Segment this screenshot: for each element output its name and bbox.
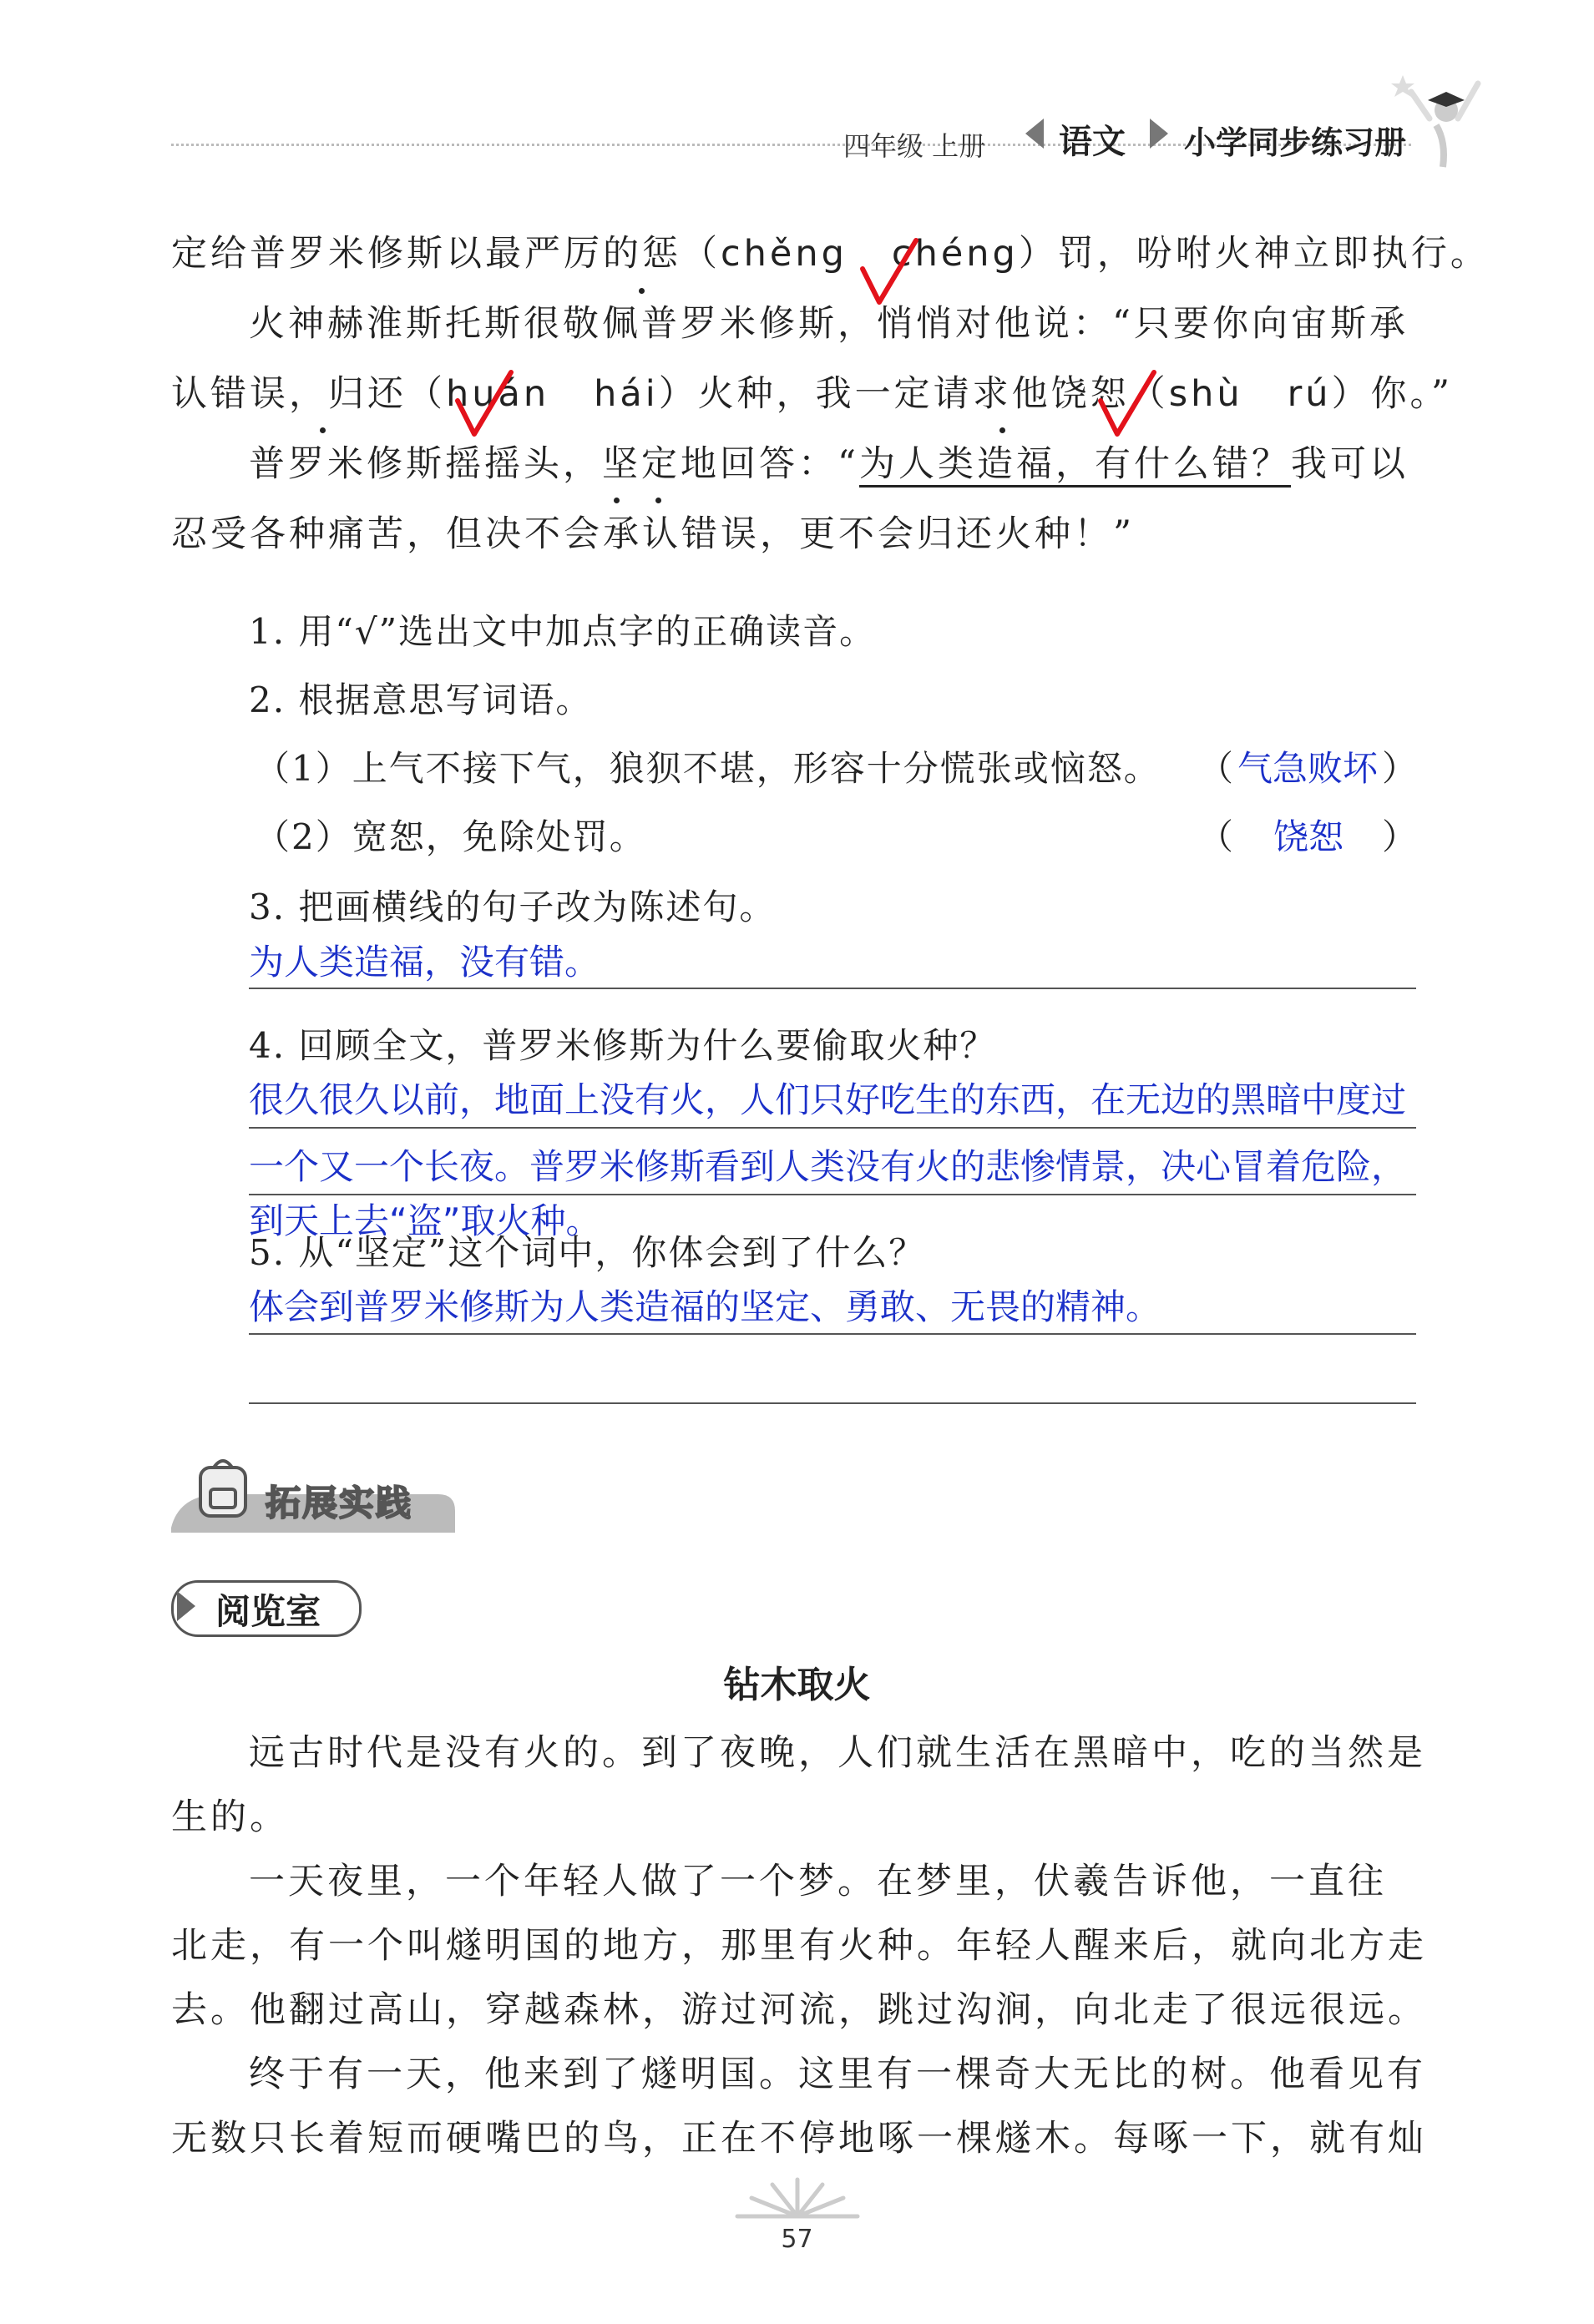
question-4: 4. 回顾全文，普罗米修斯为什么要偷取火种？ (249, 1025, 997, 1066)
q4-answer-line-2[interactable]: 一个又一个长夜。普罗米修斯看到人类没有火的悲惨情景，决心冒着危险， (249, 1146, 1407, 1187)
passage-text: 我可以 (1290, 443, 1409, 485)
pinyin-option: chěng (721, 233, 848, 275)
question-2-2: （2）宽恕，免除处罚。 (255, 816, 646, 857)
pinyin-option: hái (594, 373, 659, 415)
passage-text: ）火种，我一定请求他饶恕（ (658, 373, 1169, 415)
passage-line-2: 火神赫淮斯托斯很敬佩普罗米修斯，悄悄对他说：“只要你向宙斯承 (249, 303, 1409, 345)
question-5: 5. 从“坚定”这个词中，你体会到了什么？ (249, 1232, 926, 1273)
q5-answer[interactable]: 体会到普罗米修斯为人类造福的坚定、勇敢、无畏的精神。 (249, 1286, 1161, 1327)
q2-2-bracket-open: （ (1198, 816, 1236, 857)
q2-2-bracket-close: ） (1382, 816, 1419, 857)
passage-text: 认错误，归还（ (171, 373, 446, 415)
passage-text: ）你。” (1331, 373, 1454, 415)
story-line: 一天夜里，一个年轻人做了一个梦。在梦里，伏羲告诉他，一直往 (249, 1861, 1387, 1902)
story-title: 钻木取火 (723, 1664, 871, 1706)
pinyin-option: shù (1168, 373, 1243, 415)
q2-1-answer[interactable]: 气急败坏 (1237, 748, 1379, 789)
q2-1-bracket-close: ） (1382, 748, 1419, 789)
header-grade: 四年级 上册 (843, 130, 986, 162)
section-banner-title: 拓展实践 (266, 1483, 413, 1523)
header-subject: 语文 (1059, 122, 1126, 161)
passage-text: 普罗米修斯摇摇头，坚定地回答：“ (249, 443, 859, 485)
question-2-1: （1）上气不接下气，狼狈不堪，形容十分慌张或恼怒。 (255, 748, 1161, 789)
question-2: 2. 根据意思写词语。 (249, 680, 593, 720)
question-1: 1. 用“√”选出文中加点字的正确读音。 (249, 611, 877, 652)
passage-text: ）罚，吩咐火神立即执行。 (1018, 233, 1490, 275)
passage-text: 定给普罗米修斯以最严厉的惩（ (171, 233, 721, 275)
story-line: 无数只长着短而硬嘴巴的鸟，正在不停地啄一棵燧木。每啄一下，就有灿 (171, 2118, 1427, 2160)
chevron-right-icon (1150, 119, 1168, 149)
q4-answer-line-3[interactable]: 到天上去“盗”取火种。 (249, 1200, 601, 1241)
answer-line (249, 1127, 1416, 1129)
passage-line-4 (249, 429, 1409, 499)
story-line: 生的。 (171, 1796, 289, 1838)
chevron-left-icon (1025, 119, 1044, 149)
story-line: 北走，有一个叫燧明国的地方，那里有火种。年轻人醒来后，就向北方走 (171, 1925, 1427, 1967)
pinyin-option: chéng (891, 233, 1019, 275)
backpack-icon (194, 1452, 252, 1519)
q3-answer[interactable]: 为人类造福，没有错。 (249, 942, 600, 983)
reading-room-label: 阅览室 (215, 1591, 321, 1632)
pinyin-option: huán (446, 373, 550, 415)
passage-line-3 (171, 359, 1453, 429)
header-book-title: 小学同步练习册 (1184, 124, 1407, 161)
arrow-icon (177, 1591, 195, 1621)
question-3: 3. 把画横线的句子改为陈述句。 (249, 887, 777, 927)
story-line: 终于有一天，他来到了燧明国。这里有一棵奇大无比的树。他看见有 (249, 2054, 1426, 2095)
passage-line-1 (171, 219, 1490, 289)
story-line: 远古时代是没有火的。到了夜晚，人们就生活在黑暗中，吃的当然是 (249, 1732, 1426, 1774)
answer-line (249, 988, 1416, 989)
passage-line-5: 忍受各种痛苦，但决不会承认错误，更不会归还火种！” (171, 513, 1135, 555)
answer-line (249, 1402, 1416, 1404)
pinyin-option: rú (1287, 373, 1332, 415)
page-number: 57 (781, 2225, 813, 2254)
mascot-icon (1378, 58, 1495, 175)
q4-answer-line-1[interactable]: 很久很久以前，地面上没有火，人们只好吃生的东西，在无边的黑暗中度过 (249, 1079, 1407, 1120)
q2-1-bracket-open: （ (1198, 748, 1236, 789)
answer-line (249, 1333, 1416, 1335)
story-line: 去。他翻过高山，穿越森林，游过河流，跳过沟涧，向北走了很远很远。 (171, 1989, 1427, 2031)
q2-2-answer[interactable]: 饶恕 (1273, 816, 1344, 857)
underlined-sentence: 为人类造福，有什么错？ (859, 443, 1291, 488)
